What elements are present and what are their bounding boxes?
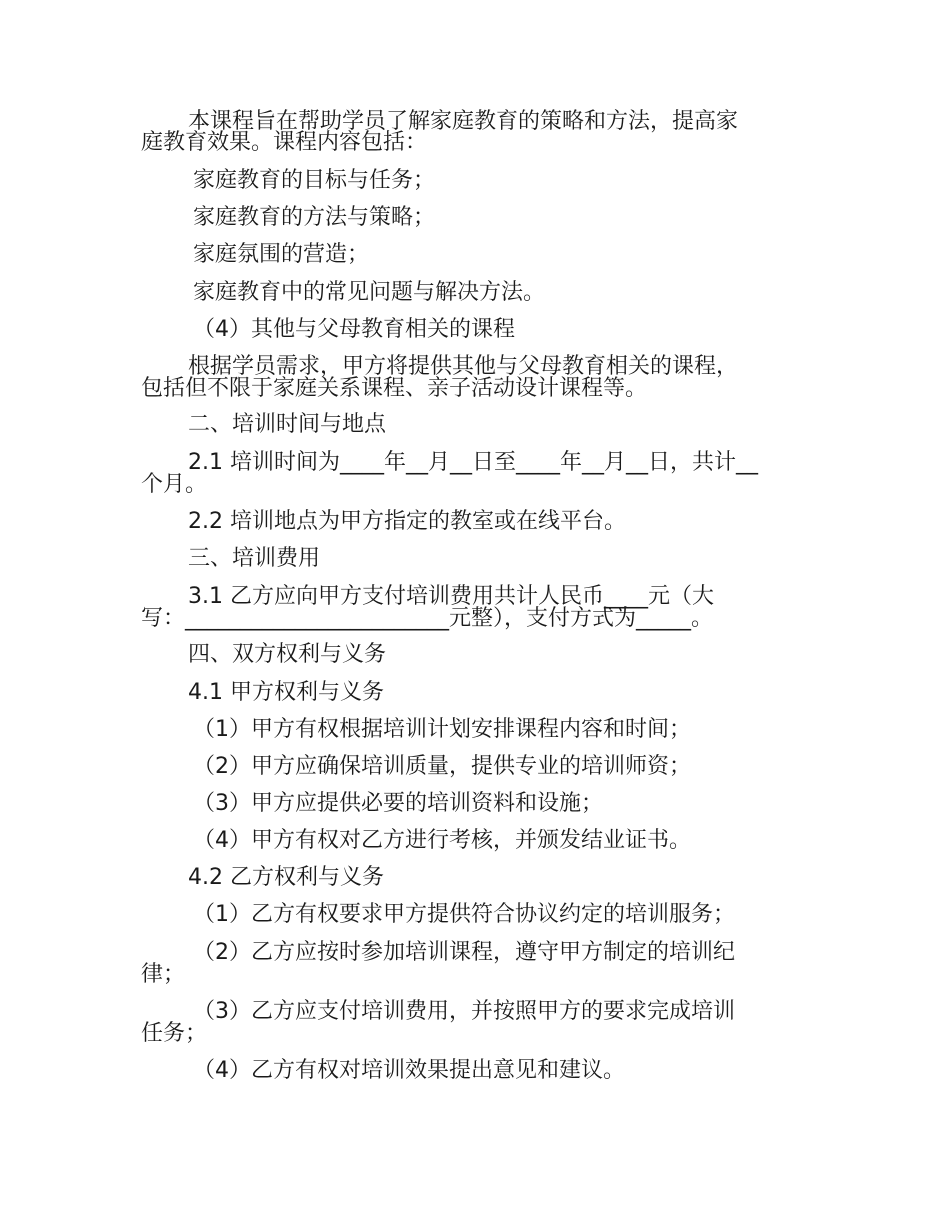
- text-line: 根据学员需求，甲方将提供其他与父母教育相关的课程，: [188, 354, 739, 379]
- list-item: （3）乙方应支付培训费用，并按照甲方的要求完成培训: [193, 999, 735, 1024]
- clause-line: 2.2 培训地点为甲方指定的教室或在线平台。: [188, 509, 626, 534]
- subheading: （4）其他与父母教育相关的课程: [193, 317, 515, 342]
- list-item: 家庭氛围的营造；: [193, 242, 370, 267]
- list-item: 家庭教育中的常见问题与解决方法。: [193, 280, 546, 305]
- list-item: （4）甲方有权对乙方进行考核，并颁发结业证书。: [193, 828, 691, 853]
- subheading: 4.1 甲方权利与义务: [188, 680, 384, 705]
- list-item: 家庭教育的目标与任务；: [193, 168, 436, 193]
- list-item: （1）乙方有权要求甲方提供符合协议约定的培训服务；: [193, 902, 735, 927]
- list-item: （2）乙方应按时参加培训课程，遵守甲方制定的培训纪: [193, 940, 735, 965]
- list-item: 家庭教育的方法与策略；: [193, 205, 436, 230]
- clause-line: 写：________________________元整），支付方式为_____。: [141, 606, 714, 631]
- text-line: 本课程旨在帮助学员了解家庭教育的策略和方法，提高家: [188, 109, 739, 134]
- list-item: 律；: [141, 962, 186, 987]
- list-item: （4）乙方有权对培训效果提出意见和建议。: [193, 1058, 625, 1083]
- section-heading: 二、培训时间与地点: [188, 412, 387, 437]
- clause-line: 个月。: [141, 472, 208, 497]
- list-item: （2）甲方应确保培训质量，提供专业的培训师资；: [193, 754, 691, 779]
- clause-line: 3.1 乙方应向甲方支付培训费用共计人民币____元（大: [188, 584, 714, 609]
- clause-line: 2.1 培训时间为____年__月__日至____年__月__日，共计__: [188, 450, 758, 475]
- list-item: （3）甲方应提供必要的培训资料和设施；: [193, 791, 603, 816]
- list-item: （1）甲方有权根据培训计划安排课程内容和时间；: [193, 717, 691, 742]
- section-heading: 三、培训费用: [188, 546, 321, 571]
- section-heading: 四、双方权利与义务: [188, 642, 387, 667]
- text-line: 庭教育效果。课程内容包括：: [141, 130, 428, 155]
- list-item: 任务；: [141, 1021, 208, 1046]
- subheading: 4.2 乙方权利与义务: [188, 865, 384, 890]
- text-line: 包括但不限于家庭关系课程、亲子活动设计课程等。: [141, 376, 648, 401]
